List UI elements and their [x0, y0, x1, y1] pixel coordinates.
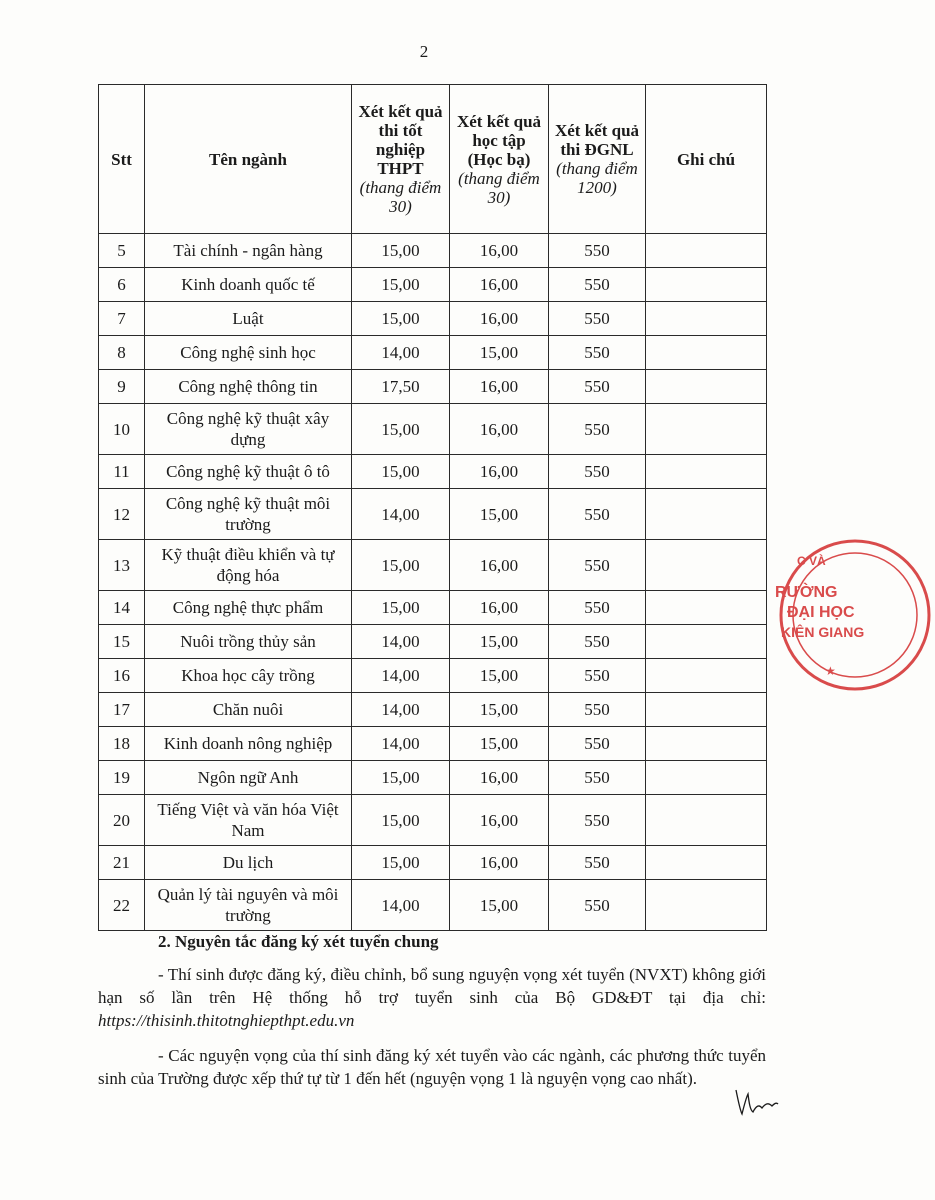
table-row: [99, 302, 767, 336]
cell-thpt: 14,00: [352, 659, 450, 693]
cell-thpt: 15,00: [352, 234, 450, 268]
seal-graphic: [775, 535, 935, 695]
cell-hocba: 15,00: [450, 693, 549, 727]
cell-stt: 20: [99, 795, 145, 846]
cell-note: [646, 336, 767, 370]
cell-hocba: 15,00: [450, 659, 549, 693]
cell-note: [646, 727, 767, 761]
signature-stroke: [736, 1090, 778, 1114]
table-row: [99, 795, 767, 846]
cell-stt: 11: [99, 455, 145, 489]
table-row: [99, 727, 767, 761]
table-row: [99, 625, 767, 659]
cell-note: [646, 795, 767, 846]
cell-hocba: 16,00: [450, 846, 549, 880]
table-row: [99, 370, 767, 404]
cell-major-name: Tài chính - ngân hàng: [145, 234, 352, 268]
cell-dgnl: 550: [549, 540, 646, 591]
cell-note: [646, 846, 767, 880]
cell-major-name: Công nghệ sinh học: [145, 336, 352, 370]
table-row: [99, 234, 767, 268]
cell-thpt: 15,00: [352, 846, 450, 880]
cell-thpt: 15,00: [352, 455, 450, 489]
cell-major-name: Nuôi trồng thủy sản: [145, 625, 352, 659]
cell-thpt: 15,00: [352, 302, 450, 336]
registration-url: https://thisinh.thitotnghiepthpt.edu.vn: [98, 1011, 355, 1030]
cell-major-name: Chăn nuôi: [145, 693, 352, 727]
page-number: 2: [419, 42, 429, 61]
cell-hocba: 16,00: [450, 370, 549, 404]
admission-score-table: [98, 84, 767, 931]
cell-stt: 7: [99, 302, 145, 336]
cell-dgnl: 550: [549, 370, 646, 404]
cell-stt: 12: [99, 489, 145, 540]
table-row: [99, 455, 767, 489]
seal-star-icon: ★: [825, 664, 836, 678]
cell-thpt: 15,00: [352, 761, 450, 795]
cell-dgnl: 550: [549, 404, 646, 455]
table-row: [99, 693, 767, 727]
header-major-name: Tên ngành: [145, 85, 352, 234]
paragraph-registration: [98, 963, 766, 1032]
cell-note: [646, 761, 767, 795]
cell-note: [646, 404, 767, 455]
cell-stt: 13: [99, 540, 145, 591]
cell-major-name: Công nghệ thông tin: [145, 370, 352, 404]
cell-dgnl: 550: [549, 336, 646, 370]
cell-note: [646, 540, 767, 591]
table-row: [99, 846, 767, 880]
cell-dgnl: 550: [549, 591, 646, 625]
header-dgnl-scale: (thang điểm 1200): [556, 159, 638, 197]
cell-major-name: Công nghệ kỹ thuật ô tô: [145, 455, 352, 489]
section-heading: 2. Nguyên tắc đăng ký xét tuyển chung: [158, 932, 439, 951]
cell-hocba: 15,00: [450, 625, 549, 659]
cell-thpt: 14,00: [352, 880, 450, 931]
cell-note: [646, 693, 767, 727]
cell-hocba: 15,00: [450, 727, 549, 761]
cell-thpt: 14,00: [352, 727, 450, 761]
cell-dgnl: 550: [549, 846, 646, 880]
cell-thpt: 14,00: [352, 693, 450, 727]
cell-thpt: 15,00: [352, 591, 450, 625]
cell-stt: 19: [99, 761, 145, 795]
cell-note: [646, 268, 767, 302]
cell-major-name: Tiếng Việt và văn hóa Việt Nam: [145, 795, 352, 846]
cell-stt: 17: [99, 693, 145, 727]
cell-hocba: 16,00: [450, 591, 549, 625]
cell-major-name: Luật: [145, 302, 352, 336]
cell-major-name: Công nghệ kỹ thuật xây dựng: [145, 404, 352, 455]
cell-dgnl: 550: [549, 234, 646, 268]
cell-stt: 5: [99, 234, 145, 268]
cell-stt: 22: [99, 880, 145, 931]
cell-note: [646, 455, 767, 489]
cell-note: [646, 489, 767, 540]
header-thpt-scale: (thang điểm 30): [359, 178, 442, 216]
cell-thpt: 15,00: [352, 268, 450, 302]
header-hocba-scale: (thang điểm 30): [458, 168, 540, 207]
cell-stt: 21: [99, 846, 145, 880]
cell-thpt: 14,00: [352, 489, 450, 540]
cell-note: [646, 302, 767, 336]
cell-major-name: Kinh doanh nông nghiệp: [145, 727, 352, 761]
cell-stt: 10: [99, 404, 145, 455]
cell-thpt: 14,00: [352, 625, 450, 659]
cell-dgnl: 550: [549, 880, 646, 931]
seal-line-2: ĐẠI HỌC: [787, 604, 855, 621]
paragraph-priority: - Các nguyện vọng của thí sinh đăng ký xét tuyển vào các ngành, các phương thức tuyển sinh của Trường được xếp thứ tự từ 1 đến hết (nguyện vọng 1 là nguyện vọng cao nhất).: [98, 1046, 766, 1088]
table-row: [99, 880, 767, 931]
seal-top-text: C VÀ: [797, 554, 826, 568]
cell-thpt: 15,00: [352, 404, 450, 455]
cell-dgnl: 550: [549, 489, 646, 540]
header-hocba-title: Xét kết quả học tập (Học bạ): [456, 111, 542, 169]
cell-dgnl: 550: [549, 761, 646, 795]
cell-stt: 15: [99, 625, 145, 659]
cell-dgnl: 550: [549, 455, 646, 489]
cell-stt: 16: [99, 659, 145, 693]
table-row: [99, 268, 767, 302]
cell-hocba: 16,00: [450, 761, 549, 795]
seal-line-1: RƯỜNG: [775, 584, 838, 601]
cell-dgnl: 550: [549, 659, 646, 693]
table-row: [99, 761, 767, 795]
table-row: [99, 540, 767, 591]
cell-major-name: Ngôn ngữ Anh: [145, 761, 352, 795]
cell-major-name: Kỹ thuật điều khiển và tự động hóa: [145, 540, 352, 591]
cell-note: [646, 591, 767, 625]
table-row: [99, 591, 767, 625]
table-row: [99, 336, 767, 370]
header-thpt: [352, 85, 450, 234]
cell-hocba: 16,00: [450, 302, 549, 336]
header-dgnl: [549, 85, 646, 234]
cell-major-name: Công nghệ thực phẩm: [145, 591, 352, 625]
cell-note: [646, 234, 767, 268]
header-stt: Stt: [99, 85, 145, 234]
cell-hocba: 16,00: [450, 268, 549, 302]
cell-hocba: 16,00: [450, 795, 549, 846]
cell-stt: 6: [99, 268, 145, 302]
cell-dgnl: 550: [549, 302, 646, 336]
cell-note: [646, 880, 767, 931]
cell-hocba: 15,00: [450, 489, 549, 540]
cell-thpt: 14,00: [352, 336, 450, 370]
signature-mark: [730, 1084, 780, 1120]
cell-dgnl: 550: [549, 795, 646, 846]
cell-hocba: 16,00: [450, 455, 549, 489]
cell-stt: 18: [99, 727, 145, 761]
cell-stt: 8: [99, 336, 145, 370]
cell-thpt: 15,00: [352, 540, 450, 591]
cell-major-name: Công nghệ kỹ thuật môi trường: [145, 489, 352, 540]
cell-thpt: 15,00: [352, 795, 450, 846]
cell-stt: 9: [99, 370, 145, 404]
header-dgnl-title: Xét kết quả thi ĐGNL: [554, 121, 640, 159]
table-header-row: [99, 85, 767, 234]
header-note: Ghi chú: [646, 85, 767, 234]
table-row: [99, 659, 767, 693]
university-seal-stamp: [775, 535, 865, 695]
table-row: [99, 489, 767, 540]
cell-dgnl: 550: [549, 693, 646, 727]
cell-note: [646, 370, 767, 404]
cell-note: [646, 625, 767, 659]
cell-dgnl: 550: [549, 625, 646, 659]
seal-line-3: KIÊN GIANG: [781, 624, 865, 640]
cell-hocba: 15,00: [450, 336, 549, 370]
cell-thpt: 17,50: [352, 370, 450, 404]
cell-dgnl: 550: [549, 268, 646, 302]
cell-major-name: Quản lý tài nguyên và môi trường: [145, 880, 352, 931]
table-row: [99, 404, 767, 455]
cell-major-name: Khoa học cây trồng: [145, 659, 352, 693]
cell-hocba: 16,00: [450, 540, 549, 591]
header-thpt-title: Xét kết quả thi tốt nghiệp THPT: [358, 102, 443, 178]
paragraph-registration-text: - Thí sinh được đăng ký, điều chỉnh, bổ sung nguyện vọng xét tuyển (NVXT) không giới hạn số lần trên Hệ thống hỗ trợ tuyển sinh của Bộ GD&ĐT tại địa chỉ:: [98, 965, 766, 1007]
cell-hocba: 15,00: [450, 880, 549, 931]
header-hocba: [450, 85, 549, 234]
cell-major-name: Du lịch: [145, 846, 352, 880]
cell-dgnl: 550: [549, 727, 646, 761]
cell-note: [646, 659, 767, 693]
cell-hocba: 16,00: [450, 404, 549, 455]
cell-major-name: Kinh doanh quốc tế: [145, 268, 352, 302]
cell-hocba: 16,00: [450, 234, 549, 268]
cell-stt: 14: [99, 591, 145, 625]
